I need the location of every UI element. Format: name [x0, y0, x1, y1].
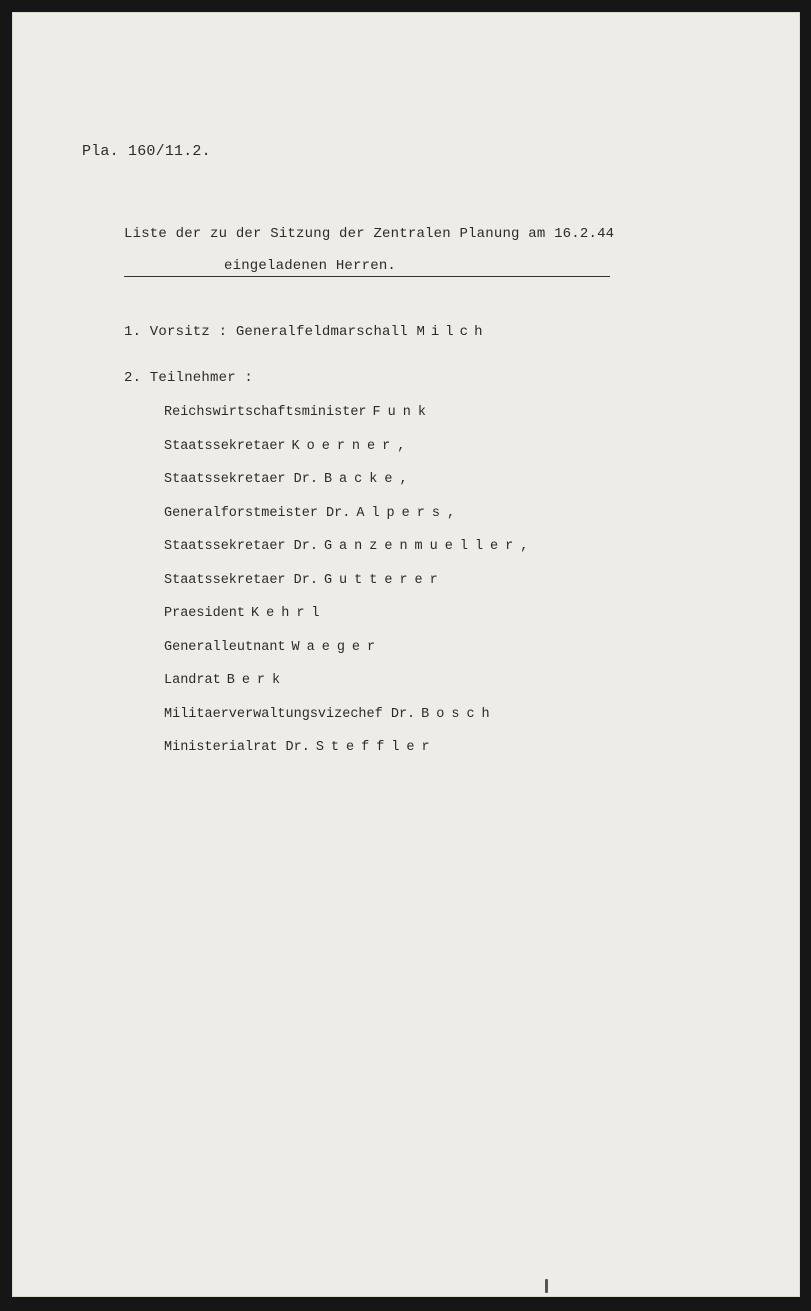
participant-item	[164, 639, 535, 673]
participant-name: Ganzenmueller,	[323, 539, 536, 554]
chair-line	[124, 324, 488, 340]
participant-name: Waeger	[291, 639, 383, 655]
participants-list	[164, 404, 535, 773]
participant-title: Reichswirtschaftsminister	[164, 405, 367, 420]
participant-title: Militaerverwaltungsvizechef Dr.	[164, 706, 416, 722]
chair-name: Milch	[416, 324, 489, 340]
participant-item	[164, 471, 535, 505]
participant-title: Staatssekretaer Dr.	[164, 539, 318, 554]
participant-item	[164, 505, 535, 539]
document-title-continuation: eingeladenen Herren.	[224, 258, 397, 274]
participant-item	[164, 438, 535, 472]
participant-name: Koerner,	[291, 438, 413, 454]
participant-title: Staatssekretaer Dr.	[164, 472, 318, 487]
participant-name: Kehrl	[251, 606, 327, 621]
document-reference: Pla. 160/11.2.	[82, 143, 211, 160]
participant-item	[164, 672, 535, 706]
participant-name: Alpers,	[356, 505, 463, 521]
chair-label: 1. Vorsitz :	[124, 324, 228, 340]
participant-name: Backe,	[323, 472, 415, 487]
participant-title: Generalforstmeister Dr.	[164, 505, 351, 521]
participant-item	[164, 404, 535, 438]
participant-title: Landrat	[164, 673, 221, 688]
participant-name: Funk	[372, 405, 433, 420]
title-underline	[124, 276, 610, 277]
document-title: Liste der zu der Sitzung der Zentralen Planung am 16.2.44	[124, 226, 615, 242]
participant-item	[164, 706, 535, 740]
document-page	[12, 12, 800, 1297]
paper-mark	[545, 1279, 548, 1293]
participant-item	[164, 572, 535, 606]
participants-label: 2. Teilnehmer :	[124, 370, 254, 386]
participant-name: Gutterer	[323, 572, 445, 588]
participant-item	[164, 739, 535, 773]
participant-title: Ministerialrat Dr.	[164, 740, 310, 755]
participant-name: Steffler	[315, 740, 437, 755]
participant-item	[164, 538, 535, 572]
participant-title: Staatssekretaer Dr.	[164, 572, 318, 588]
participant-name: Berk	[226, 673, 288, 688]
participant-item	[164, 605, 535, 639]
participant-title: Generalleutnant	[164, 639, 286, 655]
chair-title: Generalfeldmarschall	[235, 324, 408, 340]
participant-title: Staatssekretaer	[164, 438, 286, 454]
participant-title: Praesident	[164, 606, 246, 621]
participant-name: Bosch	[421, 706, 497, 722]
